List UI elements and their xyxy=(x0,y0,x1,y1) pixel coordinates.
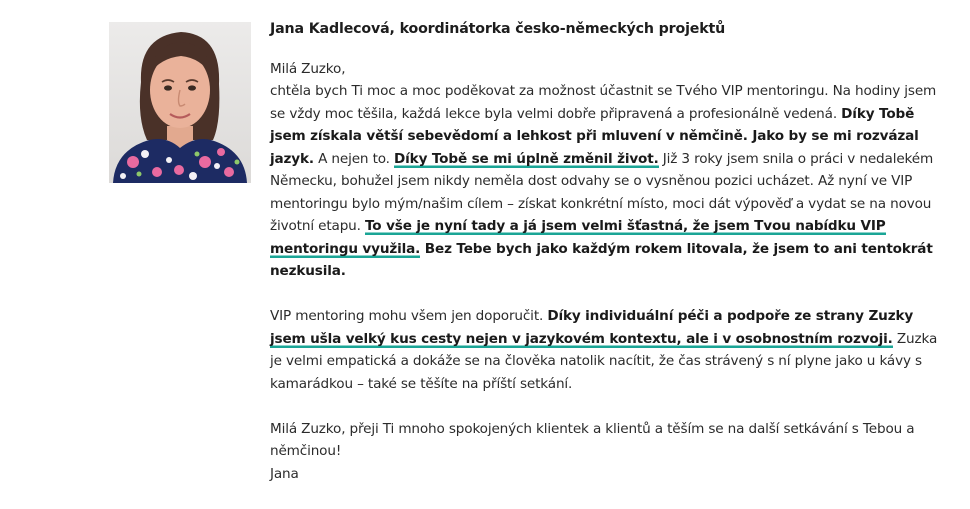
author-photo xyxy=(109,22,251,183)
testimonial xyxy=(270,18,950,485)
letter-paragraph-2 xyxy=(270,305,950,395)
bold-text: Bez Tebe bych jako každým rokem litovala, že jsem to ani tentokrát nezkusila. xyxy=(270,240,933,279)
highlighted-text: To vše je nyní tady a já jsem velmi šťastná, že jsem Tvou nabídku VIP mentoringu využila. xyxy=(270,218,886,257)
text: Již 3 roky jsem snila o práci v nedalekém Německu, bohužel jsem nikdy neměla dost odvahy se o vysněnou pozici ucházet. Až nyní ve VIP mentoringu bylo mým/našim cílem – získat konkrétní místo, moci dát výpověď a vydat se na novou životní etapu. xyxy=(270,150,934,234)
text: Zuzka je velmi empatická a dokáže se na člověka natolik nacítit, že čas strávený s ní plyne jako u kávy s kamarádkou – také se těšíte na příští setkání. xyxy=(270,330,938,392)
greeting: Milá Zuzko, xyxy=(270,60,346,77)
signature: Jana xyxy=(270,465,299,482)
text: A nejen to. xyxy=(313,150,395,167)
text: chtěla bych Ti moc a moc poděkovat za možnost účastnit se Tvého VIP mentoringu. Na hodiny jsem se vždy moc těšila, každá lekce byla velmi dobře připravená a profesionálně vedená. xyxy=(270,83,937,122)
author-name-title: Jana Kadlecová, koordinátorka česko-německých projektů xyxy=(270,21,726,37)
highlighted-text: jsem ušla velký kus cesty nejen v jazykovém kontextu, ale i v osobnostním rozvoji. xyxy=(270,330,893,347)
highlighted-text: Díky Tobě se mi úplně změnil život. xyxy=(394,150,659,167)
closing-text: Milá Zuzko, přeji Ti mnoho spokojených klientek a klientů a těším se na další setkávání s Tebou a němčinou! xyxy=(270,420,915,459)
bold-text: Díky Tobě jsem získala větší sebevědomí a lehkost při mluvení v němčině. Jako by se mi rozvázal jazyk. xyxy=(270,105,919,167)
bold-text: Díky individuální péči a podpoře ze strany Zuzky xyxy=(547,308,914,324)
letter-paragraph-3 xyxy=(270,418,950,486)
letter-paragraph-1 xyxy=(270,58,950,283)
person-portrait-icon xyxy=(109,22,251,183)
text: VIP mentoring mohu všem jen doporučit. xyxy=(270,308,548,324)
